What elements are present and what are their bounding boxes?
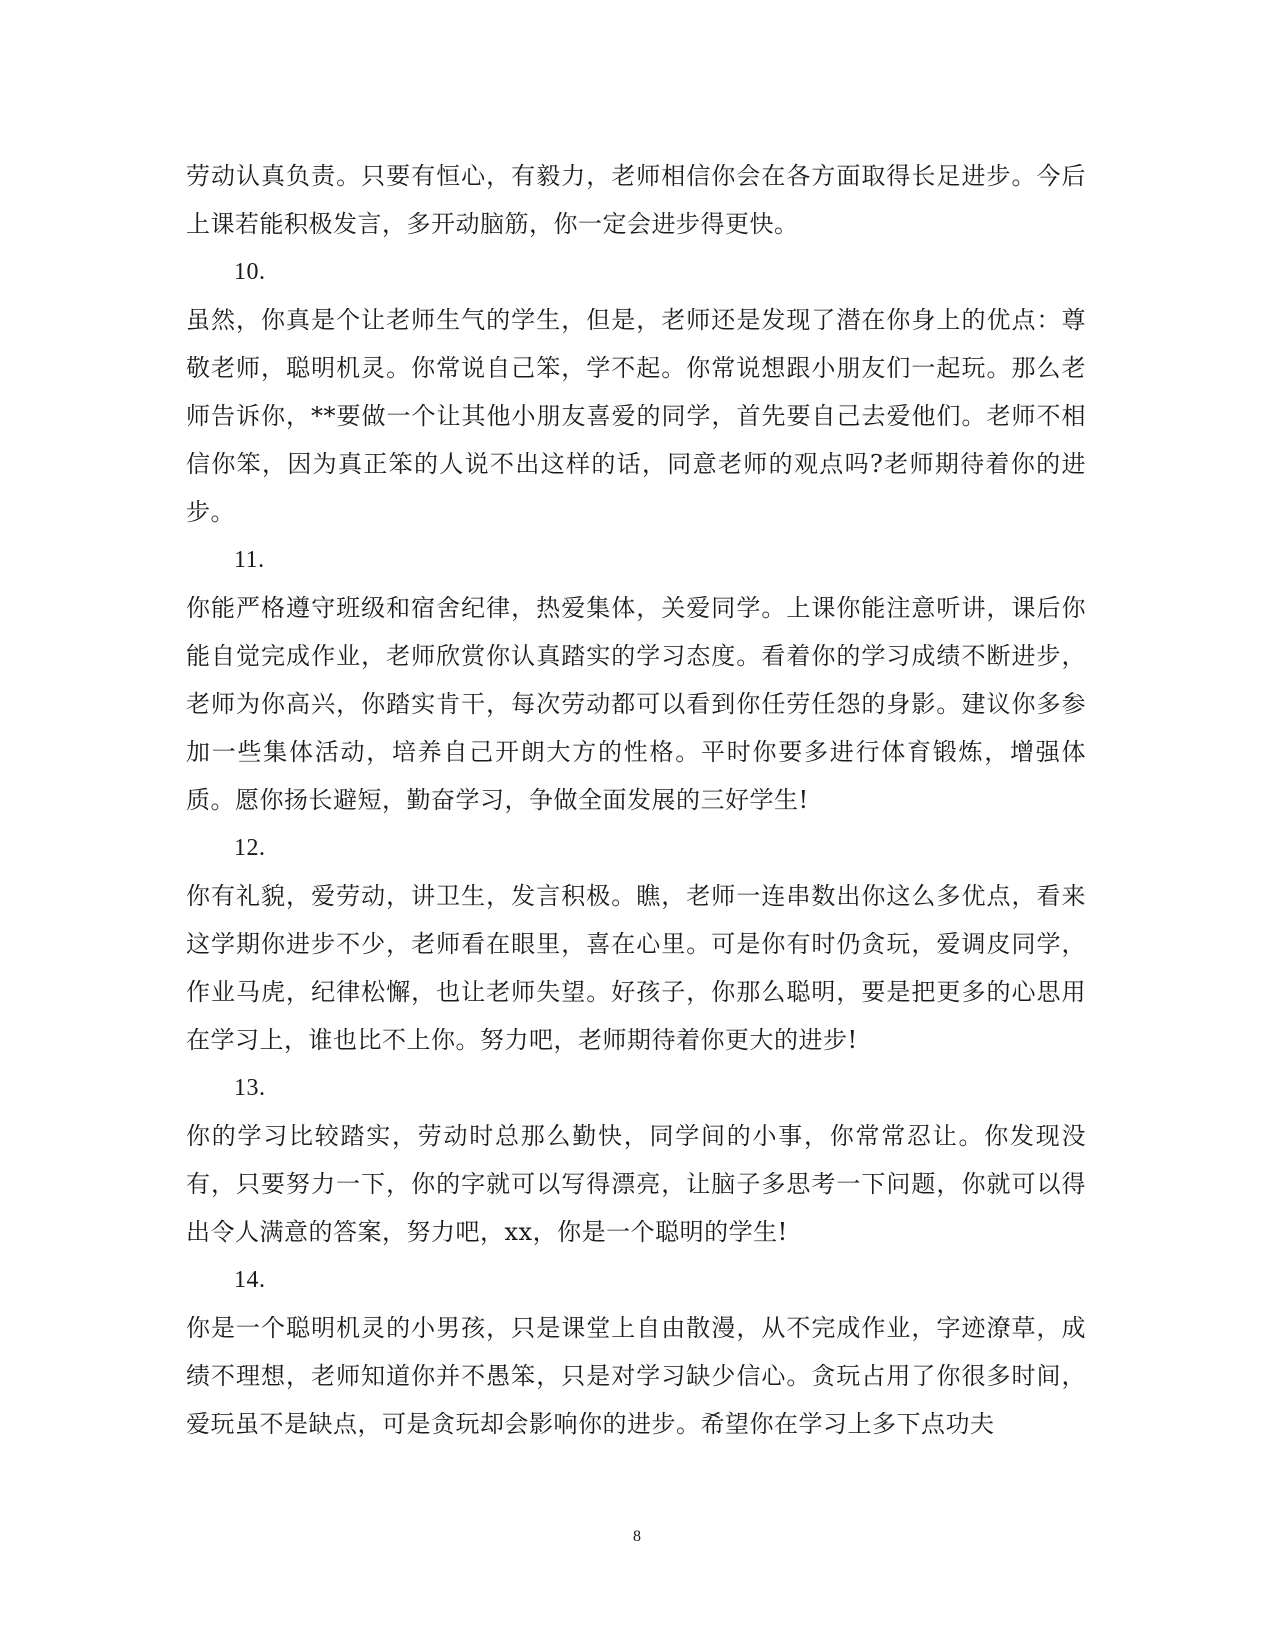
item-number: 11.: [234, 547, 265, 573]
comment-paragraph: 你是一个聪明机灵的小男孩，只是课堂上自由散漫，从不完成作业，字迹潦草，成绩不理想，老师知道你并不愚笨，只是对学习缺少信心。贪玩占用了你很多时间，爱玩虽不是缺点，可是贪玩却会影响你的进步。希望你在学习上多下点功夫: [186, 1314, 1086, 1438]
item-number: 13.: [234, 1075, 266, 1101]
page-number: 8: [633, 1528, 641, 1545]
comment-paragraph: 你的学习比较踏实，劳动时总那么勤快，同学间的小事，你常常忍让。你发现没有，只要努力一下，你的字就可以写得漂亮，让脑子多思考一下问题，你就可以得出令人满意的答案，努力吧，xx，你是一个聪明的学生!: [186, 1122, 1086, 1246]
item-number: 12.: [234, 835, 266, 861]
document-body: [186, 152, 1086, 1448]
comment-paragraph: 你有礼貌，爱劳动，讲卫生，发言积极。瞧，老师一连串数出你这么多优点，看来这学期你进步不少，老师看在眼里，喜在心里。可是你有时仍贪玩，爱调皮同学，作业马虎，纪律松懈，也让老师失望。好孩子，你那么聪明，要是把更多的心思用在学习上，谁也比不上你。努力吧，老师期待着你更大的进步!: [186, 882, 1086, 1054]
item-number: 14.: [234, 1267, 266, 1293]
comment-paragraph: 虽然，你真是个让老师生气的学生，但是，老师还是发现了潜在你身上的优点：尊敬老师，聪明机灵。你常说自己笨，学不起。你常说想跟小朋友们一起玩。那么老师告诉你，**要做一个让其他小朋友喜爱的同学，首先要自己去爱他们。老师不相信你笨，因为真正笨的人说不出这样的话，同意老师的观点吗?老师期待着你的进步。: [186, 306, 1086, 526]
comment-paragraph: 劳动认真负责。只要有恒心，有毅力，老师相信你会在各方面取得长足进步。今后上课若能积极发言，多开动脑筋，你一定会进步得更快。: [186, 162, 1086, 238]
item-number: 10.: [234, 259, 266, 285]
comment-paragraph: 你能严格遵守班级和宿舍纪律，热爱集体，关爱同学。上课你能注意听讲，课后你能自觉完成作业，老师欣赏你认真踏实的学习态度。看着你的学习成绩不断进步，老师为你高兴，你踏实肯干，每次劳动都可以看到你任劳任怨的身影。建议你多参加一些集体活动，培养自己开朗大方的性格。平时你要多进行体育锻炼，增强体质。愿你扬长避短，勤奋学习，争做全面发展的三好学生!: [186, 594, 1086, 814]
